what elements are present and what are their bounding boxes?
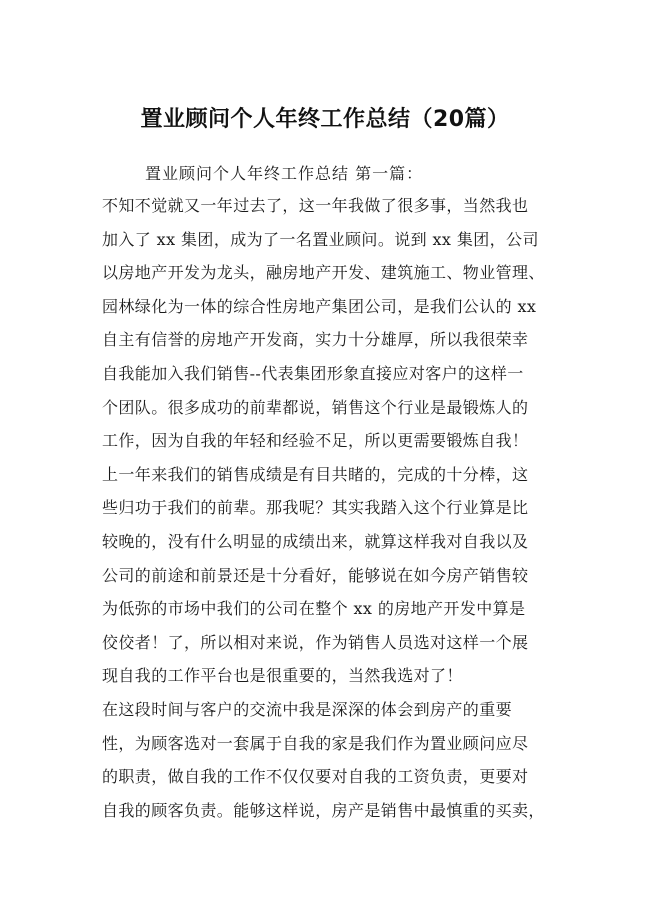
text-line: 园林绿化为一体的综合性房地产集团公司，是我们公认的 xx <box>102 296 537 316</box>
text-line: 不知不觉就又一年过去了，这一年我做了很多事，当然我也 <box>102 196 529 215</box>
text-line: 在这段时间与客户的交流中我是深深的体会到房产的重要 <box>102 699 513 719</box>
text-line: 为低弥的市场中我们的公司在整个 xx 的房地产开发中算是 <box>102 599 526 619</box>
document-title: 置业顾问个人年终工作总结（20篇） <box>140 107 510 132</box>
text-line: 自我能加入我们销售--代表集团形象直接应对客户的这样一 <box>102 363 524 383</box>
text-line: 些归功于我们的前辈。那我呢？其实我踏入这个行业算是比 <box>102 498 529 518</box>
text-line: 较晚的，没有什么明显的成绩出来，就算这样我对自我以及 <box>102 531 529 551</box>
text-line: 佼佼者！了，所以相对来说，作为销售人员选对这样一个展 <box>102 632 529 652</box>
text-line: 现自我的工作平台也是很重要的，当然我选对了！ <box>102 666 463 686</box>
text-line: 的职责，做自我的工作不仅仅要对自我的工资负责，更要对 <box>102 767 529 787</box>
section-heading: 置业顾问个人年终工作总结 第一篇： <box>145 164 424 183</box>
text-line: 公司的前途和前景还是十分看好，能够说在如今房产销售较 <box>102 565 529 585</box>
text-line: 自我的顾客负责。能够这样说，房产是销售中最慎重的买卖， <box>102 800 545 820</box>
body-text <box>102 189 562 827</box>
text-line: 工作，因为自我的年轻和经验不足，所以更需要锻炼自我！ <box>102 431 529 451</box>
text-line: 个团队。很多成功的前辈都说，销售这个行业是最锻炼人的 <box>102 397 529 417</box>
text-line: 自主有信誉的房地产开发商，实力十分雄厚，所以我很荣幸 <box>102 330 529 350</box>
text-line: 以房地产开发为龙头，融房地产开发、建筑施工、物业管理、 <box>102 263 545 283</box>
text-line: 上一年来我们的销售成绩是有目共睹的，完成的十分棒，这 <box>102 464 529 484</box>
text-line: 性，为顾客选对一套属于自我的家是我们作为置业顾问应尽 <box>102 733 529 753</box>
text-line: 加入了 xx 集团，成为了一名置业顾问。说到 xx 集团，公司 <box>102 229 539 249</box>
